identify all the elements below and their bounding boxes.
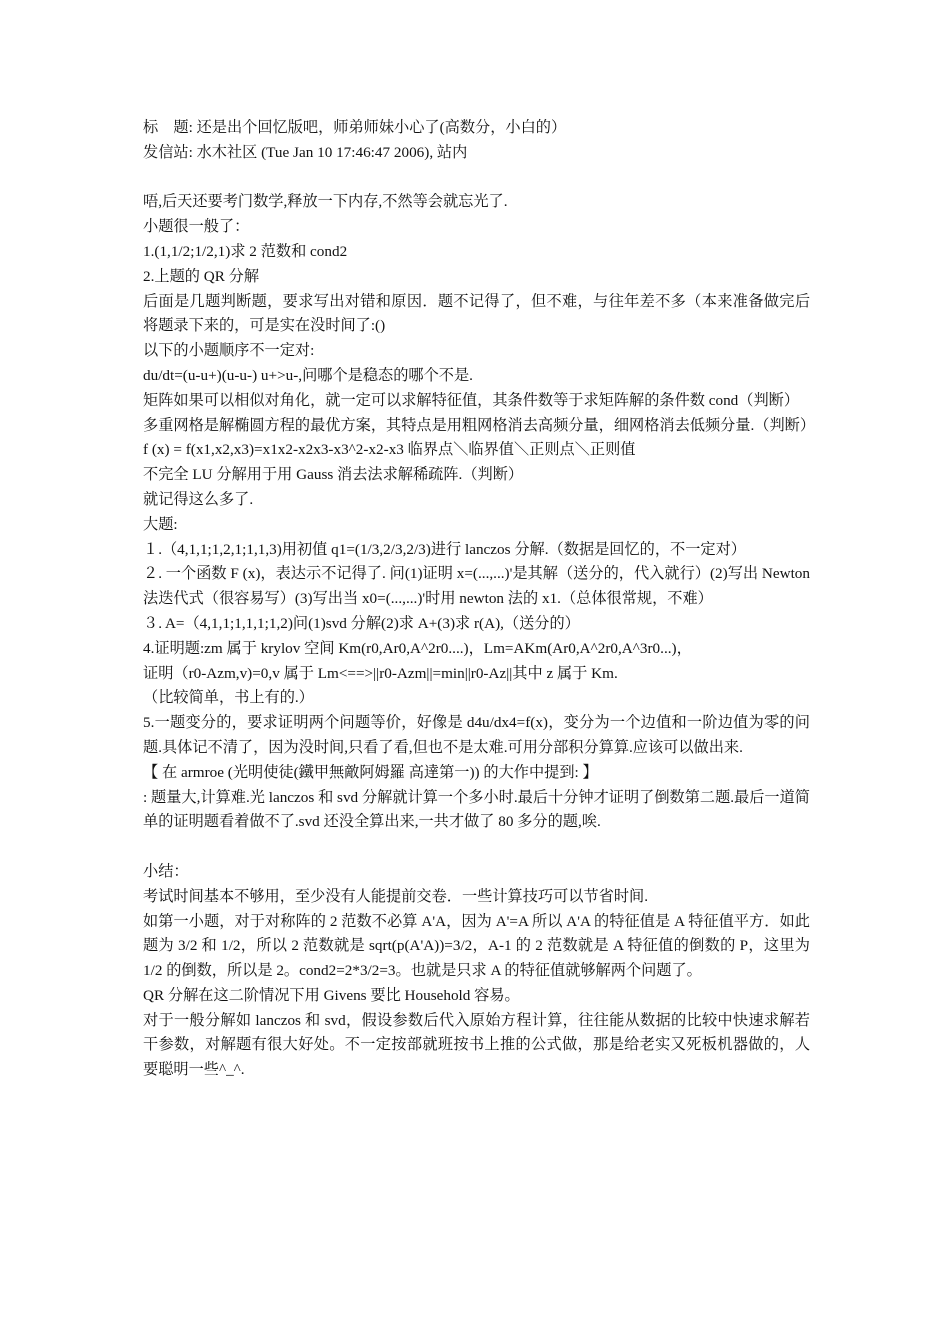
big-question-4-line-1: 4.证明题:zm 属于 krylov 空间 Km(r0,Ar0,A^2r0....)，Lm=AKm(Ar0,A^2r0,A^3r0...)， [143,639,692,657]
summary-3: QR 分解在这二阶情况下用 Givens 要比 Household 容易。 [143,986,520,1004]
big-question-2: ２. 一个函数 F (x)，表达示不记得了. 问(1)证明 x=(...,...)'是其解（送分的，代入就行）(2)写出 Newton 法迭代式（很容易写）(3)写出当 x0=(...,...)'时用 newton 法的 x1.（总体很常规，不难） [143,565,810,608]
judge-intro: 后面是几题判断题，要求写出对错和原因．题不记得了，但不难，与往年差不多（本来准备做完后将题录下来的，可是实在没时间了:() [143,292,810,335]
big-question-4-line-3: （比较简单，书上有的.） [143,689,314,707]
quote-header: 【 在 armroe (光明使徒(鐵甲無敵阿姆羅 高達第一)) 的大作中提到: 】 [143,763,598,781]
summary-1: 考试时间基本不够用，至少没有人能提前交卷．一些计算技巧可以节省时间. [143,887,648,905]
matrix-question: 矩阵如果可以相似对角化，就一定可以求解特征值，其条件数等于求矩阵解的条件数 cond（判断） [143,391,800,409]
big-question-5: 5.一题变分的，要求证明两个问题等价，好像是 d4u/dx4=f(x)，变分为一个边值和一阶边值为零的问题.具体记不清了，因为没时间,只看了看,但也不是太难.可用分部积分算算.应该可以做出来. [143,714,810,756]
ode-question: du/dt=(u-u+)(u-u-) u+>u-,问哪个是稳态的哪个不是. [143,366,473,384]
spacer [143,166,810,191]
spacer [143,835,810,860]
summary-heading: 小结： [143,862,189,880]
intro-text: 唔,后天还要考门数学,释放一下内存,不然等会就忘光了. [143,193,508,211]
order-note: 以下的小题顺序不一定对: [143,342,315,360]
big-question-4-line-2: 证明（r0-Azm,v)=0,v 属于 Lm<==>||r0-Azm||=min||r0-Az||其中 z 属于 Km. [143,664,618,682]
lu-question: 不完全 LU 分解用于用 Gauss 消去法求解稀疏阵.（判断） [143,466,524,484]
post-document [143,116,816,1083]
big-question-3: ３. A=（4,1,1;1,1,1;1,2)问(1)svd 分解(2)求 A+(3)求 r(A),（送分的） [143,614,580,632]
summary-2: 如第一小题，对于对称阵的 2 范数不必算 A'A，因为 A'=A 所以 A'A 的特征值是 A 特征值平方．如此题为 3/2 和 1/2，所以 2 范数就是 sqrt(p(A'A))=3/2，A-1 的 2 范数就是 A 特征值的倒数的 P，这里为 1/2 的倒数，所以是 2。cond2=2*3/2=3。也就是只求 A 的特征值就够解两个问题了。 [143,912,810,980]
post-title: 标 题: 还是出个回忆版吧，师弟师妹小心了(高数分，小白的） [143,119,567,136]
function-question: f (x) = f(x1,x2,x3)=x1x2-x2x3-x3^2-x2-x3 临界点＼临界值＼正则点＼正则值 [143,441,636,459]
question-2: 2.上题的 QR 分解 [143,267,260,285]
summary-4: 对于一般分解如 lanczos 和 svd，假设参数后代入原始方程计算，往往能从数据的比较中快速求解若干参数，对解题有很大好处。不一定按部就班按书上推的公式做，那是给老实又死板机器做的，人要聪明一些^_^. [143,1011,810,1079]
remember-note: 就记得这么多了. [143,490,254,508]
question-1: 1.(1,1/2;1/2,1)求 2 范数和 cond2 [143,242,348,260]
quote-body: : 题量大,计算难.光 lanczos 和 svd 分解就计算一个多小时.最后十分钟才证明了倒数第二题.最后一道简单的证明题看着做不了.svd 还没全算出来,一共才做了 80 多分的题,唉. [143,788,810,831]
big-question-1: １.（4,1,1;1,2,1;1,1,3)用初值 q1=(1/3,2/3,2/3)进行 lanczos 分解.（数据是回忆的，不一定对） [143,540,746,558]
small-questions-heading: 小题很一般了： [143,218,250,236]
post-source: 发信站: 水木社区 (Tue Jan 10 17:46:47 2006), 站内 [143,143,468,161]
multigrid-question: 多重网格是解椭圆方程的最优方案，其特点是用粗网格消去高频分量，细网格消去低频分量.（判断） [143,416,816,434]
big-questions-heading: 大题: [143,515,178,533]
